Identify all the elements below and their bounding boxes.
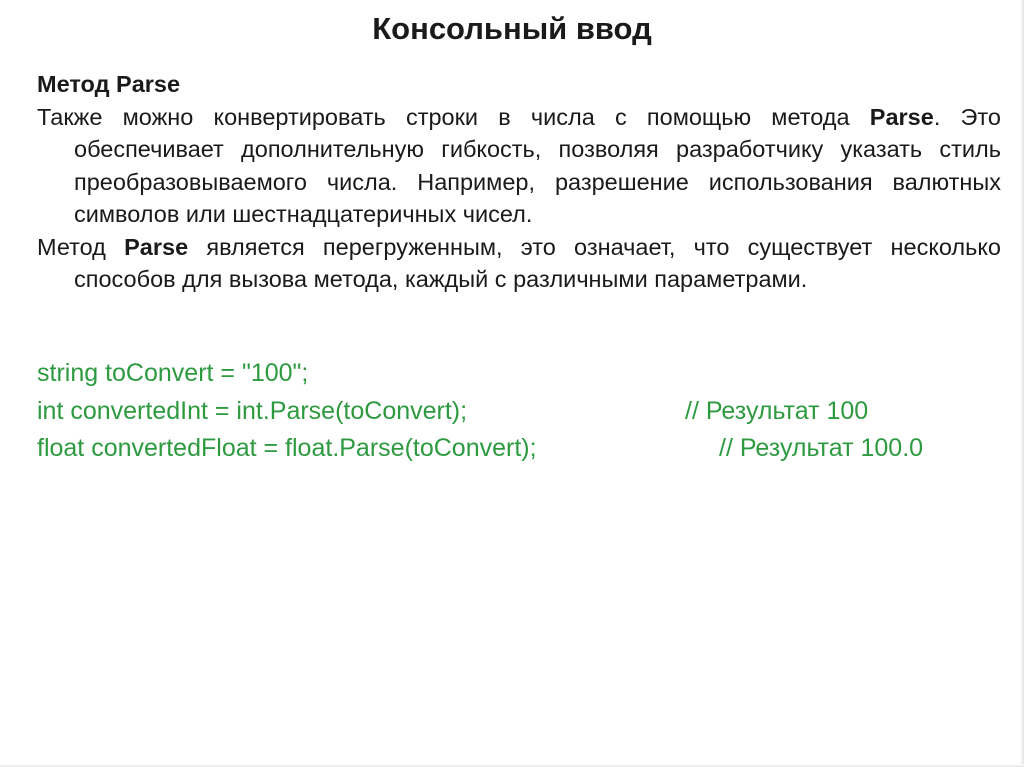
bold-term: Parse — [869, 103, 934, 130]
slide-title: Консольный ввод — [372, 11, 652, 46]
code-text: float convertedFloat = float.Parse(toConvert); — [37, 434, 537, 462]
paragraph-text: . Это обеспечивает дополнительную гибкость, позволяя разработчику указать стиль преобразовываемого числа. Например, разрешение использования валютных символов или шестнадцатеричных чисел. — [74, 103, 1001, 227]
paragraph-parse-intro — [37, 101, 1001, 231]
code-block — [37, 355, 997, 468]
paragraph-text: является перегруженным, это означает, что существует несколько способов для вызова метода, каждый с различными параметрами. — [74, 233, 1001, 292]
slide-edge-shadow — [1020, 0, 1024, 767]
bold-term: Parse — [124, 233, 189, 260]
code-comment: // Результат 100.0 — [719, 434, 924, 462]
paragraph-text: Также можно конвертировать строки в числа с помощью метода — [37, 103, 870, 130]
paragraph-parse-overload — [37, 231, 1001, 296]
code-line — [37, 393, 997, 431]
code-line — [37, 430, 997, 468]
code-text: string toConvert = "100"; — [37, 359, 309, 387]
code-comment: // Результат 100 — [685, 396, 869, 425]
code-line — [37, 355, 997, 393]
slide-body — [37, 68, 1001, 296]
paragraph-text: Метод — [37, 233, 125, 260]
section-heading: Метод Parse — [37, 71, 181, 97]
code-text: int convertedInt = int.Parse(toConvert); — [37, 396, 468, 425]
